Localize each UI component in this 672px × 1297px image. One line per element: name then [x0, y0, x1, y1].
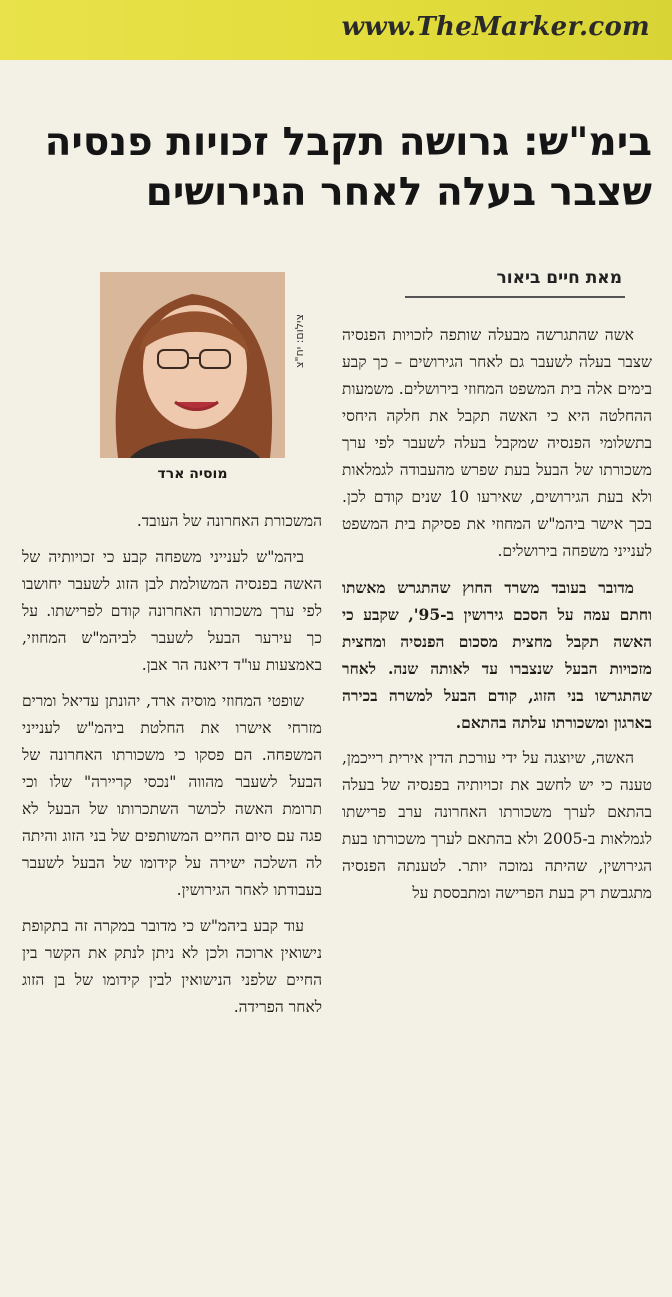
- paragraph: שופטי המחוזי מוסיה ארד, יהונתן עדיאל ומרים מזרחי אישרו את החלטת ביהמ"ש לענייני המשפחה. הם פסקו כי משכורתו האחרונה של הבעל לשעבר מהווה "נכסי קריירה" שלו וכי תרומת האשה לכושר השתכרותו של הבעל לא פגה עם סיום החיים המשותפים של בני הזוג והיתה לה השלכה ישירה על קידומו של הבעל לשעבר בעבודתו לאחר הגירושין.: [22, 692, 322, 899]
- article-column-right: [342, 322, 652, 907]
- article-headline: בימ"ש: גרושה תקבל זכויות פנסיה שצבר בעלה לאחר הגירושים: [44, 120, 652, 215]
- byline-rule: [405, 296, 625, 298]
- photo-caption: מוסיה ארד: [157, 466, 228, 482]
- paragraph: אשה שהתגרשה מבעלה שותפה לזכויות הפנסיה שצבר בעלה לשעבר גם לאחר הגירושים – כך קבע בימים אלה בית המשפט המחוזי בירושלים. משמעות ההחלטה היא כי האשה תקבל את חלקה היחסי בתשלומי הפנסיה שמקבל בעלה לשעבר לפי ערך משכורתו של הבעל בעת שפרש מהעבודה לגמלאות ולא בעת הגירושים, שאירעו 10 שנים קודם לכן. בכך אישר ביהמ"ש המחוזי את פסיקת בית המשפט לענייני משפחה בירושלים.: [342, 326, 652, 560]
- portrait-illustration: [100, 272, 285, 458]
- masthead-url: www.TheMarker.com: [341, 12, 650, 42]
- article-byline: מאת חיים ביאור: [496, 268, 622, 288]
- paragraph: המשכורת האחרונה של העובד.: [136, 512, 322, 530]
- paragraph: ביהמ"ש לענייני משפחה קבע כי זכויותיה של האשה בפנסיה המשולמת לבן הזוג לשעבר יחושבו לפי ערך משכורתו האחרונה קודם לפרישתו. על כך עירער הבעל לשעבר לביהמ"ש המחוזי, באמצעות עו"ד דיאנה הר אבן.: [22, 548, 322, 674]
- masthead-bar: [0, 0, 672, 60]
- portrait-photo: [100, 272, 285, 458]
- paragraph: מדובר בעובד משרד החוץ שהתגרש מאשתו וחתם עמה על הסכם גירושין ב-95', שקבע כי האשה תקבל מחצית מסכום הפנסיה ומחצית מזכויות הבעל שנצברו עד לאותה שנה. לאחר שהתגרשו בני הזוג, קודם הבעל למשרה בכירה בארגון ומשכורתו עלתה בהתאם.: [342, 578, 652, 732]
- paragraph: עוד קבע ביהמ"ש כי מדובר במקרה זה בתקופת נישואין ארוכה ולכן לא ניתן לנתק את הקשר בין החיים שלפני הנישואין לבין קידומו של בן הזוג לאחר הפרידה.: [22, 917, 322, 1016]
- article-column-left: [22, 508, 322, 1021]
- photo-credit: צילום: יח"צ: [293, 314, 306, 368]
- paragraph: האשה, שיוצגה על ידי עורכת הדין אירית רייכמן, טענה כי יש לחשב את זכויותיה בפנסיה של בעלה בהתאם לערך משכורתו האחרונה ערב פרישתו לגמלאות ב-2005 ולא בהתאם לערך משכורתו בעת הגירושין, שהיתה נמוכה יותר. לטענתה הפנסיה מתגבשת רק בעת הפרישה ומתבססת על: [342, 749, 652, 902]
